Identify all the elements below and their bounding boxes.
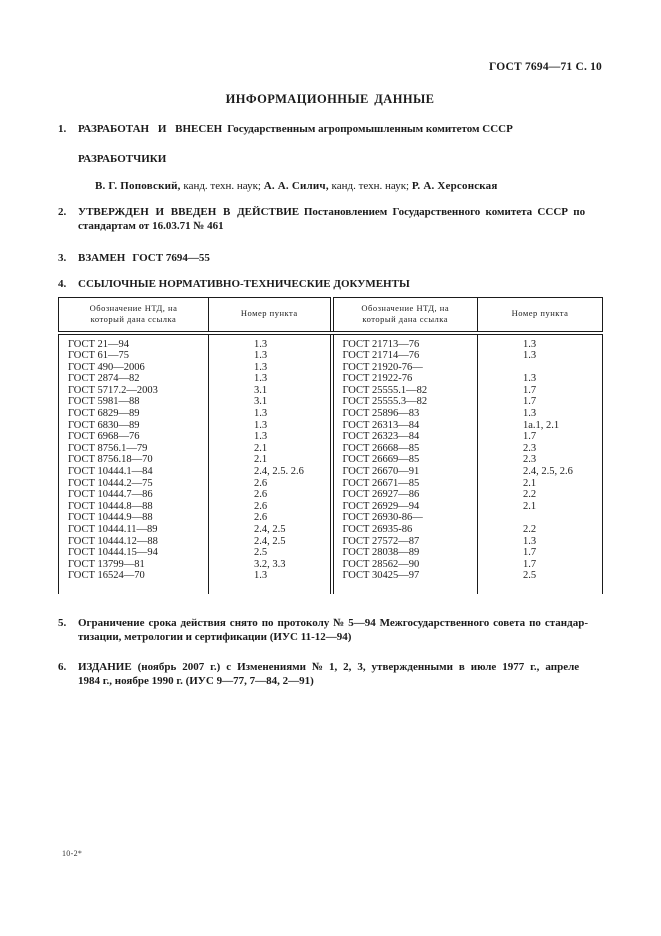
ntd-designation-cell: ГОСТ 10444.1—84 <box>68 466 153 478</box>
clause-number-cell: 1.7 <box>478 559 603 571</box>
section-6-text-line1: ИЗДАНИЕ (ноябрь 2007 г.) с Изменениями № 1, 2, 3, утвержденными в июле 1977 г., апреле <box>78 660 580 673</box>
section-3-number: 3. <box>58 251 67 264</box>
section-5-text-line1: Ограничение срока действия снято по протоколу № 5—94 Межгосударственного совета по стандар- <box>78 616 588 629</box>
clause-number-cell: 1.7 <box>478 547 603 559</box>
table-row <box>59 350 603 362</box>
ntd-designation-cell: ГОСТ 6830—89 <box>68 419 140 431</box>
ntd-designation-cell: ГОСТ 10444.8—88 <box>68 500 153 512</box>
section-2-text: Постановлением Государственного комитета СССР по <box>303 205 586 218</box>
table-filler-cell <box>332 582 478 594</box>
ntd-designation-cell: ГОСТ 26929—94 <box>332 501 478 513</box>
table-row <box>59 431 603 443</box>
ntd-designation-cell: ГОСТ 26668—85 <box>332 443 478 455</box>
ntd-designation-cell: ГОСТ 10444.15—94 <box>68 547 158 559</box>
section-6-number: 6. <box>58 660 67 673</box>
ntd-designation-cell: ГОСТ 8756.1—79 <box>68 442 148 454</box>
table-row <box>59 524 603 536</box>
clause-number-cell: 1.3 <box>478 536 603 548</box>
clause-number-cell: 1.3 <box>209 362 332 374</box>
ntd-designation-cell: ГОСТ 10444.2—75 <box>68 477 153 489</box>
ntd-designation-cell: ГОСТ 10444.7—86 <box>68 489 153 501</box>
table-filler-cell <box>59 582 209 594</box>
ntd-designation-cell: ГОСТ 26935-86 <box>332 524 478 536</box>
developer-name: В. Г. Поповский, <box>95 179 181 192</box>
clause-number-cell: 2.3 <box>478 443 603 455</box>
table-filler-row <box>59 582 603 594</box>
table-row <box>59 333 603 351</box>
clause-number-cell: 1.3 <box>209 350 332 362</box>
table-row <box>59 547 603 559</box>
clause-number-cell: 2.1 <box>478 501 603 513</box>
table-row <box>59 408 603 420</box>
section-1-number: 1. <box>58 123 67 135</box>
section-5 <box>58 616 602 645</box>
section-6 <box>58 660 602 689</box>
table-header-cell-clause-right: Номер пункта <box>478 297 603 333</box>
table-row <box>59 466 603 478</box>
section-1-lead: РАЗРАБОТАН И ВНЕСЕН <box>78 123 223 135</box>
clause-number-cell: 1а.1, 2.1 <box>478 420 603 432</box>
ntd-table-body <box>59 333 603 594</box>
clause-number-cell: 1.3 <box>478 408 603 420</box>
ntd-designation-cell: ГОСТ 61—75 <box>68 350 130 362</box>
ntd-designation-cell: ГОСТ 28562—90 <box>332 559 478 571</box>
section-6-text-line2: 1984 г., ноябре 1990 г. (ИУС 9—77, 7—84, 2—91) <box>78 675 314 688</box>
clause-number-cell: 3.1 <box>209 385 332 397</box>
ntd-designation-cell: ГОСТ 26313—84 <box>332 420 478 432</box>
ntd-designation-cell: ГОСТ 25555.3—82 <box>332 396 478 408</box>
table-header-cell-designation-left: Обозначение НТД, на который дана ссылка <box>59 297 209 333</box>
table-row <box>59 559 603 571</box>
developers-heading: РАЗРАБОТЧИКИ <box>78 152 167 165</box>
section-2-number: 2. <box>58 205 67 218</box>
ntd-designation-cell: ГОСТ 10444.9—88 <box>68 512 153 524</box>
ntd-designation-cell: ГОСТ 21920-76— <box>332 362 478 374</box>
table-row <box>59 420 603 432</box>
table-row <box>59 512 603 524</box>
table-row <box>59 385 603 397</box>
clause-number-cell: 2.2 <box>478 524 603 536</box>
page-header: ГОСТ 7694—71 С. 10 <box>489 61 602 73</box>
clause-number-cell: 1.3 <box>209 570 332 582</box>
ntd-designation-cell: ГОСТ 26669—85 <box>332 454 478 466</box>
section-3-lead: ВЗАМЕН <box>78 251 126 264</box>
table-row <box>59 501 603 513</box>
clause-number-cell: 2.6 <box>209 501 332 513</box>
developer-name: А. А. Силич, <box>263 179 329 192</box>
table-row <box>59 443 603 455</box>
developer-name: Р. А. Херсонская <box>411 179 498 192</box>
clause-number-cell: 1.7 <box>478 396 603 408</box>
ntd-designation-cell: ГОСТ 26930-86— <box>332 512 478 524</box>
ntd-designation-cell: ГОСТ 27572—87 <box>332 536 478 548</box>
clause-number-cell: 1.3 <box>209 333 332 351</box>
table-row <box>59 536 603 548</box>
ntd-designation-cell: ГОСТ 21713—76 <box>332 333 478 351</box>
clause-number-cell: 2.4, 2.5 <box>209 524 332 536</box>
section-4 <box>58 277 602 292</box>
table-row <box>59 489 603 501</box>
table-header-cell-clause-left: Номер пункта <box>209 297 332 333</box>
ntd-designation-cell: ГОСТ 26670—91 <box>332 466 478 478</box>
table-header <box>59 297 603 333</box>
section-2-text-line2: стандартам от 16.03.71 № 461 <box>78 220 224 232</box>
clause-number-cell: 2.3 <box>478 454 603 466</box>
table-row <box>59 362 603 374</box>
ntd-designation-cell: ГОСТ 10444.11—89 <box>68 524 158 535</box>
clause-number-cell: 1.3 <box>478 333 603 351</box>
print-signature-mark: 10-2* <box>62 849 83 858</box>
clause-number-cell: 1.3 <box>209 420 332 432</box>
table-row <box>59 478 603 490</box>
ntd-references-table <box>58 297 603 594</box>
clause-number-cell <box>478 362 603 374</box>
ntd-designation-cell: ГОСТ 21—94 <box>68 338 130 350</box>
ntd-designation-cell: ГОСТ 21922-76 <box>332 373 478 385</box>
clause-number-cell: 2.1 <box>478 478 603 490</box>
ntd-designation-cell: ГОСТ 16524—70 <box>68 570 145 582</box>
ntd-designation-cell: ГОСТ 2874—82 <box>68 373 140 385</box>
clause-number-cell: 2.6 <box>209 489 332 501</box>
developers-line <box>95 179 602 193</box>
table-filler-cell <box>478 582 603 594</box>
clause-number-cell: 2.6 <box>209 478 332 490</box>
table-header-cell-designation-right: Обозначение НТД, на который дана ссылка <box>332 297 478 333</box>
ntd-designation-cell: ГОСТ 5717.2—2003 <box>68 384 158 396</box>
section-2 <box>58 205 602 234</box>
section-5-number: 5. <box>58 616 67 629</box>
clause-number-cell <box>478 512 603 524</box>
clause-number-cell: 2.2 <box>478 489 603 501</box>
section-3-text: ГОСТ 7694—55 <box>132 251 210 264</box>
table-row <box>59 373 603 385</box>
clause-number-cell: 2.4, 2.5, 2.6 <box>478 466 603 478</box>
clause-number-cell: 1.3 <box>209 431 332 443</box>
ntd-designation-cell: ГОСТ 8756.18—70 <box>68 454 153 466</box>
page-content <box>0 61 661 689</box>
developer-role: канд. техн. наук; <box>331 179 410 192</box>
clause-number-cell: 1.7 <box>478 431 603 443</box>
clause-number-cell: 2.6 <box>209 512 332 524</box>
clause-number-cell: 2.4, 2.5. 2.6 <box>209 466 332 478</box>
ntd-designation-cell: ГОСТ 25896—83 <box>332 408 478 420</box>
ntd-designation-cell: ГОСТ 10444.12—88 <box>68 535 158 547</box>
section-1 <box>58 122 602 137</box>
clause-number-cell: 2.5 <box>478 570 603 582</box>
section-3 <box>58 251 602 266</box>
ntd-designation-cell: ГОСТ 26671—85 <box>332 478 478 490</box>
clause-number-cell: 3.1 <box>209 396 332 408</box>
developer-role: канд. техн. наук; <box>183 179 261 192</box>
clause-number-cell: 1.3 <box>209 373 332 385</box>
table-row <box>59 570 603 582</box>
clause-number-cell: 1.3 <box>209 408 332 420</box>
clause-number-cell: 3.2, 3.3 <box>209 559 332 571</box>
clause-number-cell: 2.1 <box>209 443 332 455</box>
section-5-text-line2: тизации, метрологии и сертификации (ИУС 11-12—94) <box>78 631 352 644</box>
table-filler-cell <box>209 582 332 594</box>
ntd-designation-cell: ГОСТ 13799—81 <box>68 558 145 570</box>
clause-number-cell: 1.3 <box>478 350 603 362</box>
page-title: ИНФОРМАЦИОННЫЕ ДАННЫЕ <box>225 92 435 106</box>
clause-number-cell: 1.3 <box>478 373 603 385</box>
ntd-designation-cell: ГОСТ 30425—97 <box>332 570 478 582</box>
ntd-designation-cell: ГОСТ 21714—76 <box>332 350 478 362</box>
ntd-designation-cell: ГОСТ 28038—89 <box>332 547 478 559</box>
clause-number-cell: 2.5 <box>209 547 332 559</box>
section-1-text: Государственным агропромышленным комитетом СССР <box>227 123 513 135</box>
ntd-designation-cell: ГОСТ 5981—88 <box>68 396 140 408</box>
ntd-designation-cell: ГОСТ 26323—84 <box>332 431 478 443</box>
ntd-designation-cell: ГОСТ 25555.1—82 <box>332 385 478 397</box>
ntd-designation-cell: ГОСТ 490—2006 <box>68 361 145 373</box>
ntd-designation-cell: ГОСТ 6829—89 <box>68 408 140 420</box>
table-row <box>59 454 603 466</box>
section-2-lead: УТВЕРЖДЕН И ВВЕДЕН В ДЕЙСТВИЕ <box>78 205 300 218</box>
table-row <box>59 396 603 408</box>
ntd-designation-cell: ГОСТ 26927—86 <box>332 489 478 501</box>
section-4-text: ССЫЛОЧНЫЕ НОРМАТИВНО-ТЕХНИЧЕСКИЕ ДОКУМЕНТЫ <box>78 278 410 290</box>
clause-number-cell: 2.4, 2.5 <box>209 536 332 548</box>
clause-number-cell: 1.7 <box>478 385 603 397</box>
clause-number-cell: 2.1 <box>209 454 332 466</box>
ntd-designation-cell: ГОСТ 6968—76 <box>68 431 140 443</box>
section-4-number: 4. <box>58 278 67 290</box>
